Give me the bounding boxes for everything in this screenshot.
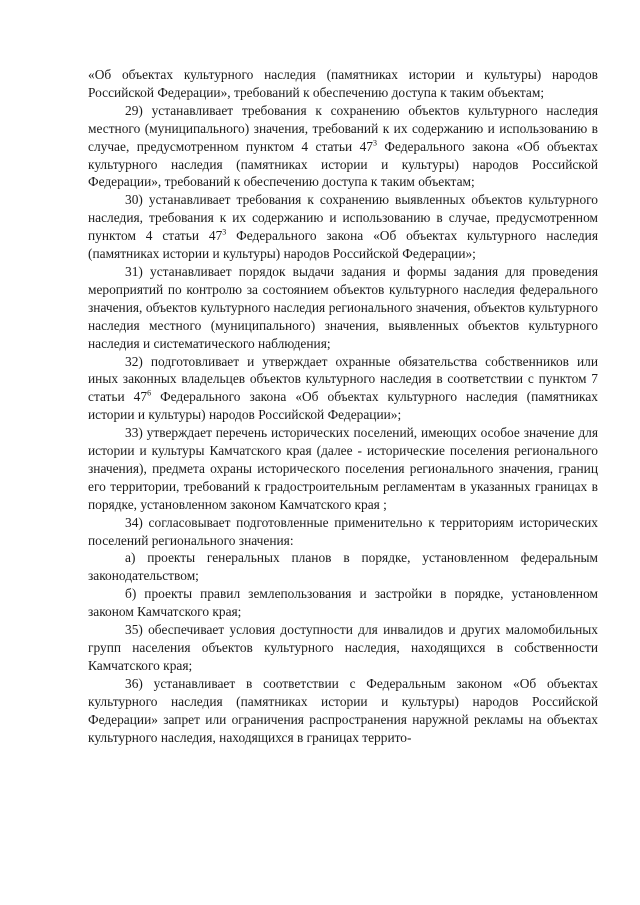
paragraph-text: Федерального закона «Об объектах культурного наследия (памятниках истории и культуры) народов Российской Федерации»; (88, 228, 598, 262)
paragraph-text: 30) устанавливает требования к сохранению выявленных объектов культурного наследия, требования к их содержанию и использованию в случае, предусмотренном пунктом 4 статьи 47 (88, 192, 598, 244)
paragraph-text: Федерального закона «Об объектах культурного наследия (памятниках истории и культуры) народов Российской Федерации», требований к обеспечению доступа к таким объектам; (88, 138, 598, 190)
superscript: 3 (372, 138, 377, 148)
paragraph-text: «Об объектах культурного наследия (памятниках истории и культуры) народов Российской Федерации», требований к обеспечению доступа к таким объектам; (88, 67, 598, 100)
paragraph (88, 585, 598, 621)
paragraph (88, 549, 598, 585)
paragraph (88, 424, 598, 514)
paragraph-text: 34) согласовывает подготовленные применительно к территориям исторических поселений регионального значения: (88, 514, 598, 548)
paragraph (88, 353, 598, 425)
paragraph (88, 621, 598, 675)
paragraph-text: 36) устанавливает в соответствии с Федеральным законом «Об объектах культурного наследия (памятниках истории и культуры) народов Российской Федерации» запрет или ограничения распространения наружной рекламы на объектах культурного наследия, находящихся в границах террито- (88, 675, 598, 745)
paragraph-text: 35) обеспечивает условия доступности для инвалидов и других маломобильных групп населения объектов культурного наследия, находящихся в собственности Камчатского края; (88, 622, 598, 673)
paragraph-text: б) проекты правил землепользования и застройки в порядке, установленном законом Камчатского края; (88, 586, 598, 620)
paragraph (88, 514, 598, 550)
paragraph (88, 263, 598, 353)
paragraph-text: 33) утверждает перечень исторических поселений, имеющих особое значение для истории и культуры Камчатского края (далее - исторические поселения регионального значения), предмета охраны исторического поселения регионального значения, границ его территории, требований к градостроительным регламентам в указанных границах в порядке, установленном законом Камчатского края ; (88, 425, 598, 512)
paragraph-text: а) проекты генеральных планов в порядке, установленном федеральным законодательством; (88, 550, 598, 584)
paragraph (88, 66, 598, 102)
superscript: 3 (222, 227, 227, 237)
paragraph-text: 31) устанавливает порядок выдачи задания и формы задания для проведения мероприятий по контролю за состоянием объектов культурного наследия федерального значения, объектов культурного наследия регионального значения, объектов культурного наследия местного (муниципального) значения, выявленных объектов культурного наследия и систематического наблюдения; (88, 263, 598, 351)
paragraph (88, 675, 598, 747)
paragraph (88, 191, 598, 263)
paragraph-text: Федерального закона «Об объектах культурного наследия (памятниках истории и культуры) народов Российской Федерации»; (88, 389, 598, 423)
superscript: 6 (147, 388, 152, 398)
paragraph-text: 32) подготовливает и утверждает охранные обязательства собственников или иных законных владельцев объектов культурного наследия в соответствии с пунктом 7 статьи 47 (88, 353, 598, 405)
paragraph-text: 29) устанавливает требования к сохранению объектов культурного наследия местного (муниципального) значения, требований к их содержанию и использованию в случае, предусмотренном пунктом 4 статьи 47 (88, 102, 598, 154)
paragraph (88, 102, 598, 192)
document-body (88, 66, 598, 746)
